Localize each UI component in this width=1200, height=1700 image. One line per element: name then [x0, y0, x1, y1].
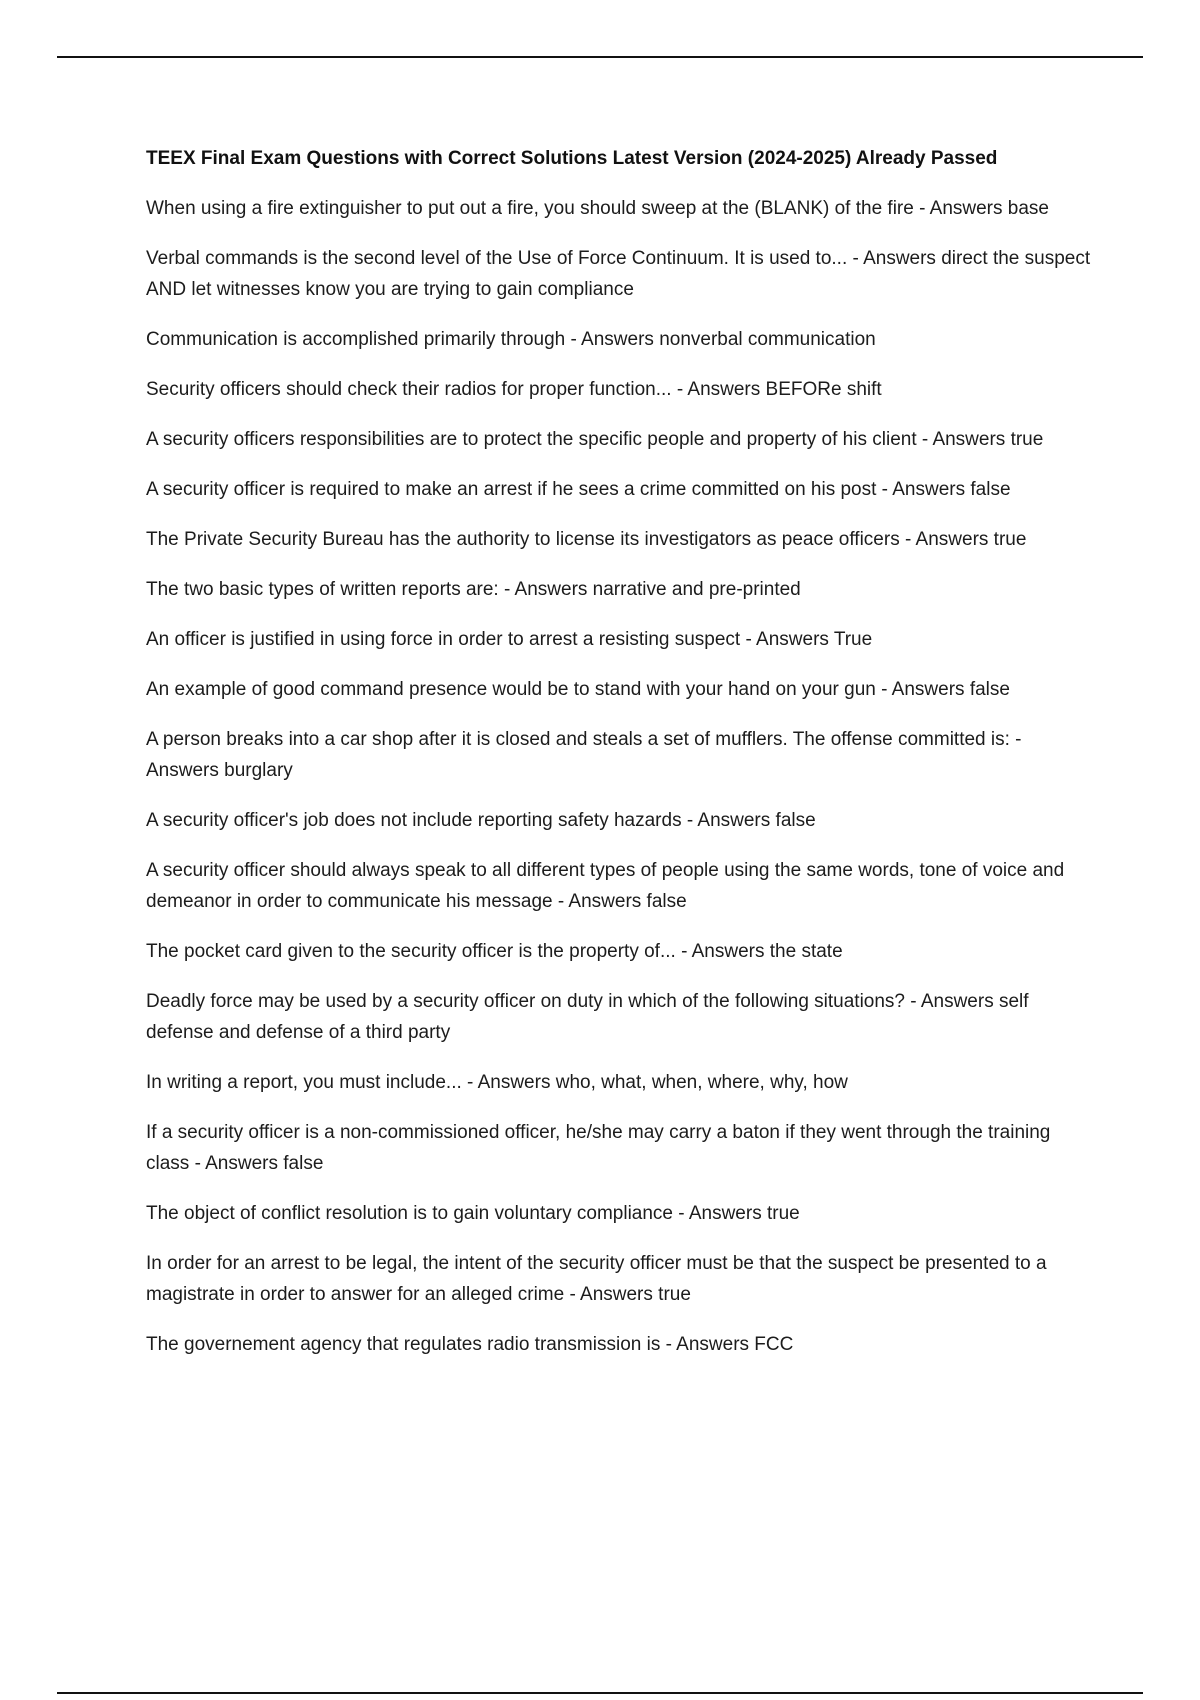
qa-item: The object of conflict resolution is to gain voluntary compliance - Answers true — [146, 1203, 800, 1224]
qa-item: The governement agency that regulates radio transmission is - Answers FCC — [146, 1334, 794, 1355]
qa-item: When using a fire extinguisher to put out a fire, you should sweep at the (BLANK) of the fire - Answers base — [146, 198, 1049, 219]
qa-item: An example of good command presence would be to stand with your hand on your gun - Answers false — [146, 679, 1010, 700]
qa-item: If a security officer is a non-commissioned officer, he/she may carry a baton if they went through the training class - Answers false — [146, 1122, 1051, 1174]
qa-item: Deadly force may be used by a security officer on duty in which of the following situations? - Answers self defense and defense of a third party — [146, 991, 1029, 1043]
qa-item: Security officers should check their radios for proper function... - Answers BEFORe shift — [146, 379, 882, 400]
qa-item: A security officer is required to make an arrest if he sees a crime committed on his post - Answers false — [146, 479, 1011, 500]
qa-item: Verbal commands is the second level of the Use of Force Continuum. It is used to... - Answers direct the suspect AND let witnesses know you are trying to gain compliance — [146, 248, 1091, 300]
qa-item: A person breaks into a car shop after it is closed and steals a set of mufflers. The offense committed is: - Answers burglary — [146, 729, 1022, 781]
qa-list — [146, 193, 1096, 1360]
qa-item: An officer is justified in using force in order to arrest a resisting suspect - Answers True — [146, 629, 873, 650]
qa-item: A security officers responsibilities are to protect the specific people and property of his client - Answers true — [146, 429, 1044, 450]
qa-item: A security officer should always speak to all different types of people using the same words, tone of voice and demeanor in order to communicate his message - Answers false — [146, 860, 1065, 912]
qa-item: In writing a report, you must include... - Answers who, what, when, where, why, how — [146, 1072, 848, 1093]
qa-item: The pocket card given to the security officer is the property of... - Answers the state — [146, 941, 843, 962]
qa-item: The two basic types of written reports are: - Answers narrative and pre-printed — [146, 579, 801, 600]
document-body — [146, 144, 1096, 1379]
qa-item: In order for an arrest to be legal, the intent of the security officer must be that the suspect be presented to a magistrate in order to answer for an alleged crime - Answers true — [146, 1253, 1047, 1305]
bottom-rule — [57, 1692, 1143, 1694]
qa-item: The Private Security Bureau has the authority to license its investigators as peace officers - Answers true — [146, 529, 1027, 550]
qa-item: Communication is accomplished primarily through - Answers nonverbal communication — [146, 329, 876, 350]
top-rule — [57, 56, 1143, 58]
qa-item: A security officer's job does not include reporting safety hazards - Answers false — [146, 810, 816, 831]
document-title: TEEX Final Exam Questions with Correct Solutions Latest Version (2024-2025) Already Passed — [146, 148, 998, 169]
